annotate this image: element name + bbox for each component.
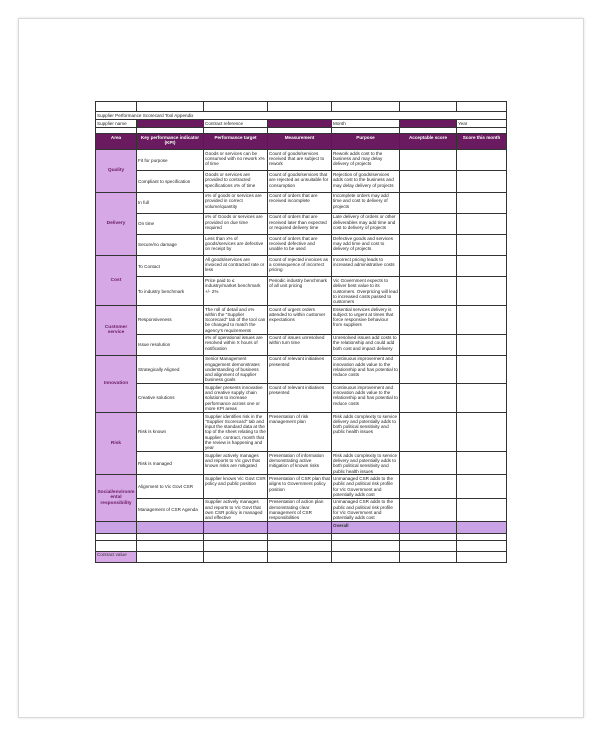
acceptable-score-cell[interactable] [400, 213, 457, 234]
measurement-cell: Presentation of information demonstrating active mitigation of known risks [268, 452, 332, 475]
purpose-cell: Continuous improvement and innovation adds value to the relationship and has potential to reduce costs [332, 355, 400, 384]
measurement-cell: Count of issues unresolved within turn time [268, 334, 332, 355]
supplier-name-label: Supplier name [97, 120, 127, 126]
performance-target-cell: The roll of detail and x% within the "Supplier Scorecard" tab of the tool can be changed to match the agency's requirements [204, 305, 268, 334]
score-this-month-cell[interactable] [457, 234, 507, 255]
table-row [96, 475, 507, 498]
table-row [96, 234, 507, 255]
blank-cell [268, 541, 332, 551]
blank-cell [96, 541, 137, 551]
purpose-cell: Rework adds cost to the business and may delay delivery of projects [332, 150, 400, 171]
measurement-cell: Presentation of action plan demonstrating clear management of CSR responsibilities [268, 498, 332, 521]
purpose-cell: Continuous improvement and innovation adds value to the relationship and has potential to reduce costs [332, 384, 400, 413]
acceptable-score-cell[interactable] [400, 412, 457, 451]
column-header: Acceptable score [400, 134, 457, 150]
table-row [96, 412, 507, 451]
document-title: Supplier Performance Scorecard Tool Appendix [97, 112, 194, 118]
score-this-month-cell[interactable] [457, 277, 507, 306]
supplier-name-label-cell [96, 120, 137, 127]
header-row [96, 134, 507, 150]
overall-acceptable-score-cell[interactable] [400, 522, 457, 534]
acceptable-score-cell[interactable] [400, 475, 457, 498]
acceptable-score-cell[interactable] [400, 355, 457, 384]
table-row [96, 334, 507, 355]
contract-value-label: Contract value [96, 551, 137, 562]
table-row [96, 171, 507, 192]
performance-target-cell: Supplier identifies risk in the "Supplier Scorecard" tab and input the standard data at the top of the sheet relating to the supplier, contract, month that the review is happening and year [205, 413, 266, 451]
spacer-row [96, 102, 507, 112]
kpi-cell: Risk is managed [137, 452, 204, 475]
table-row [96, 192, 507, 213]
score-this-month-cell[interactable] [457, 452, 507, 475]
column-header: Score this month [457, 134, 507, 150]
kpi-cell: To Contact [137, 256, 204, 277]
year-label-cell [457, 120, 507, 127]
overall-score-cell[interactable] [457, 522, 507, 534]
score-this-month-cell[interactable] [457, 150, 507, 171]
acceptable-score-cell[interactable] [400, 334, 457, 355]
purpose-cell: Vic Government expects to deliver best value to its customers. Overpricing will lead to increased costs passed to customers [333, 277, 398, 305]
score-this-month-cell[interactable] [457, 256, 507, 277]
performance-target-cell: Supplier knows Vic Govt CSR policy and public position [204, 475, 268, 498]
table-row [96, 150, 507, 171]
contract-value-row [96, 551, 507, 562]
area-cell: Quality [96, 150, 137, 192]
purpose-cell: Incorrect pricing leads to increased administrative costs [332, 256, 400, 277]
blank-cell [268, 534, 332, 541]
area-cell: Risk [96, 412, 137, 474]
kpi-cell: Compliant to specification [137, 171, 204, 192]
measurement-cell: Count of relevant initiatives presented [268, 384, 332, 413]
overall-blank-cell [268, 522, 332, 534]
measurement-cell: Count of orders that are received incomplete [268, 192, 332, 213]
kpi-cell: On time [137, 213, 204, 234]
table-row [96, 452, 507, 475]
contract-value-cell [204, 551, 268, 562]
kpi-cell: Secure/no damage [137, 234, 204, 255]
score-this-month-cell[interactable] [457, 355, 507, 384]
acceptable-score-cell[interactable] [400, 498, 457, 521]
purpose-cell: Late delivery of orders or other deliverables may add time and cost to delivery of projects [332, 213, 400, 234]
contract-value-cell [268, 551, 332, 562]
blank-cell [332, 534, 400, 541]
table-row [96, 256, 507, 277]
column-header: Area [96, 134, 137, 150]
measurement-cell: Presentation of risk management plan [268, 412, 332, 451]
score-this-month-cell[interactable] [457, 171, 507, 192]
kpi-cell: To industry benchmark [137, 277, 204, 306]
blank-cell [457, 534, 507, 541]
area-cell: Customer service [96, 305, 137, 355]
performance-target-cell: x% of Goods or services are provided on due time required [204, 213, 268, 234]
purpose-cell: Incomplete orders may add time and cost to delivery of projects [332, 192, 400, 213]
purpose-cell: Unmanaged CSR adds to the public and political risk profile for Vic Government and potentially adds cost [332, 475, 400, 498]
performance-target-cell: x% of goods or services are provided in correct volume/quantity [204, 192, 268, 213]
kpi-cell: Creative solutions [137, 384, 204, 413]
month-label-cell [332, 120, 400, 127]
purpose-cell: Defective goods and services may add time and cost to delivery of projects [332, 234, 400, 255]
area-cell: Cost [96, 256, 137, 306]
column-header: Key performance indicator (KPI) [137, 134, 204, 150]
purpose-cell: Unresolved issues add costs to the relationship and could add both cost and impact delivery [332, 334, 400, 355]
measurement-cell: Periodic industry benchmark of all unit pricing [268, 277, 332, 306]
blank-cell [137, 541, 204, 551]
area-cell: Innovation [96, 355, 137, 412]
area-cell: Social/environmental responsibility [96, 475, 137, 522]
purpose-cell: Rejection of goods/services adds cost to the business and may delay delivery of projects [332, 171, 400, 192]
contract-value-cell [400, 551, 457, 562]
table-row [96, 305, 507, 334]
purpose-cell: Unmanaged CSR adds to the public and political risk profile for Vic Government and potentially adds cost [332, 498, 400, 521]
table-row [96, 277, 507, 306]
performance-target-cell: Supplier actively manages and reports to Vic Govt that own CSR policy is managed and effective [204, 498, 268, 521]
column-header: Performance target [204, 134, 268, 150]
score-this-month-cell[interactable] [457, 213, 507, 234]
measurement-cell: Count of orders that are received defective and unable to be used [268, 234, 332, 255]
blank-row [96, 534, 507, 541]
overall-row [96, 522, 507, 534]
scorecard-table [95, 101, 507, 563]
overall-label: Overall [332, 522, 400, 534]
blank-row [96, 541, 507, 551]
overall-blank-cell [204, 522, 268, 534]
acceptable-score-cell[interactable] [400, 305, 457, 334]
score-this-month-cell[interactable] [457, 384, 507, 413]
blank-cell [332, 541, 400, 551]
contract-reference-field[interactable] [268, 120, 332, 127]
performance-target-cell: Supplier actively manages and reports to Vic govt that known risks are mitigated [204, 452, 268, 475]
measurement-cell: Count of rejected invoices as a consequence of incorrect pricing [268, 256, 332, 277]
acceptable-score-cell[interactable] [400, 256, 457, 277]
measurement-cell: Count of goods/services received that are subject to rework [268, 150, 332, 171]
blank-cell [400, 541, 457, 551]
kpi-cell: Issue resolution [137, 334, 204, 355]
blank-cell [96, 534, 137, 541]
measurement-cell: Count of orders that are received later than expected or required delivery time [268, 213, 332, 234]
title-row [96, 112, 507, 120]
acceptable-score-cell[interactable] [400, 192, 457, 213]
performance-target-cell: Price paid to ≤ industry/market benchmark +/- 2% [204, 277, 268, 306]
column-header: Measurement [268, 134, 332, 150]
meta-row [96, 120, 507, 127]
blank-cell [137, 534, 204, 541]
score-this-month-cell[interactable] [457, 334, 507, 355]
performance-target-cell: Goods or services can be consumed with no rework x% of time [204, 150, 268, 171]
kpi-cell: Fit for purpose [137, 150, 204, 171]
kpi-cell: Management of CSR Agenda [137, 498, 204, 521]
score-this-month-cell[interactable] [457, 412, 507, 451]
supplier-name-field[interactable] [137, 120, 204, 127]
purpose-cell: Risk adds complexity to service delivery and potentially adds to both political sensitivity and public health issues [332, 412, 400, 451]
performance-target-cell: Senior Management engagement demonstrates understanding of business and alignment of supplier business goals [204, 355, 268, 384]
contract-reference-label: Contract reference [205, 120, 244, 126]
table-row [96, 498, 507, 521]
contract-reference-label-cell [204, 120, 268, 127]
area-cell: Delivery [96, 192, 137, 256]
score-this-month-cell[interactable] [457, 498, 507, 521]
measurement-cell: Presentation of CSR plan that aligns to Government policy position [268, 475, 332, 498]
blank-cell [204, 541, 268, 551]
kpi-cell: Responsiveness [137, 305, 204, 334]
purpose-cell: Risk adds complexity to service delivery and potentially adds to both political sensitivity and public health issues [332, 452, 400, 475]
acceptable-score-cell[interactable] [400, 234, 457, 255]
table-row [96, 355, 507, 384]
kpi-cell: Risk is known [137, 412, 204, 451]
score-this-month-cell[interactable] [457, 475, 507, 498]
blank-cell [400, 534, 457, 541]
column-header: Purpose [332, 134, 400, 150]
watermark [45, 680, 47, 687]
contract-value-cell [457, 551, 507, 562]
overall-blank-cell [96, 522, 137, 534]
measurement-cell: Count of goods/services that are rejected as unsuitable for consumption [268, 171, 332, 192]
overall-blank-cell [137, 522, 204, 534]
acceptable-score-cell[interactable] [400, 150, 457, 171]
acceptable-score-cell[interactable] [400, 171, 457, 192]
performance-target-cell: Less than x% of goods/services are defective on receipt by [204, 234, 268, 255]
performance-target-cell: x% of operational issues are resolved within X hours of notification [204, 334, 268, 355]
score-this-month-cell[interactable] [457, 305, 507, 334]
contract-value-cell[interactable] [137, 551, 204, 562]
contract-value-cell [332, 551, 400, 562]
table-row [96, 384, 507, 413]
measurement-cell: Count of relevant initiatives presented [268, 355, 332, 384]
kpi-cell: Strategically Aligned [137, 355, 204, 384]
month-field[interactable] [400, 120, 457, 127]
measurement-cell: Count of urgent orders attended to within customer expectations [268, 305, 332, 334]
purpose-cell: Essential services delivery is subject to urgent at times that force responsive behaviour from suppliers [332, 305, 400, 334]
acceptable-score-cell[interactable] [400, 452, 457, 475]
blank-cell [457, 541, 507, 551]
performance-target-cell: All goods/services are invoiced at contracted rate or less [204, 256, 268, 277]
kpi-cell: In full [137, 192, 204, 213]
acceptable-score-cell[interactable] [400, 384, 457, 413]
kpi-cell: Alignment to Vic Govt CSR [137, 475, 204, 498]
performance-target-cell: Supplier presents innovative and creative supply chain solutions to increase performance across one or more KPI areas [204, 384, 268, 413]
score-this-month-cell[interactable] [457, 192, 507, 213]
table-row [96, 213, 507, 234]
blank-cell [204, 534, 268, 541]
month-label: Month [333, 120, 346, 126]
year-label: Year [458, 120, 468, 126]
performance-target-cell: Goods or services are provided to contracted specifications x% of time [204, 171, 268, 192]
acceptable-score-cell[interactable] [400, 277, 457, 306]
